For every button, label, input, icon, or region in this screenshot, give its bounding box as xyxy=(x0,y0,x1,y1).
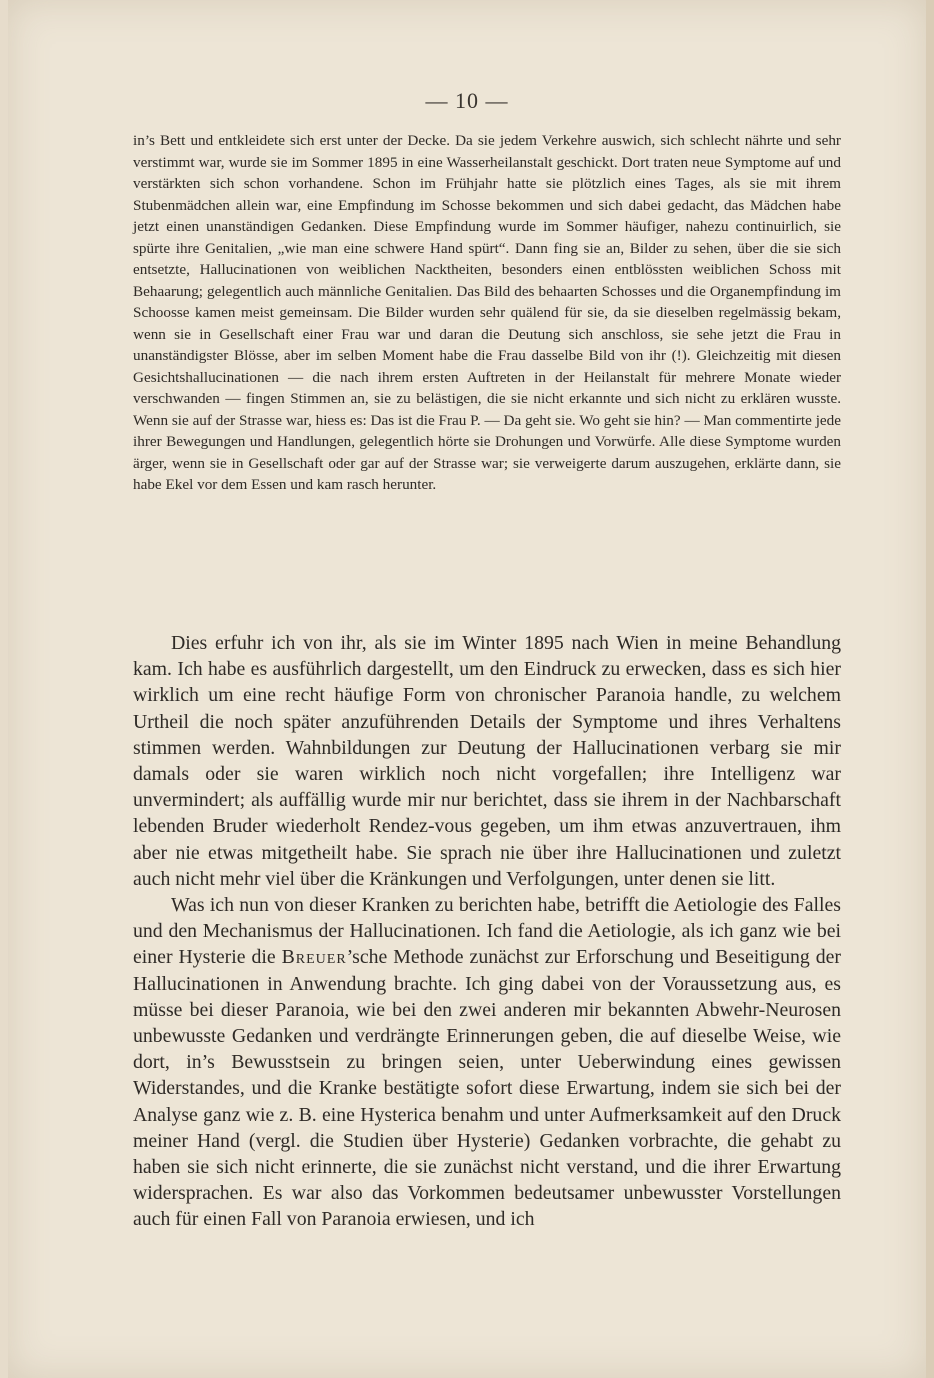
paragraph-1: Dies erfuhr ich von ihr, als sie im Winter 1895 nach Wien in meine Behandlung kam. Ich habe es ausführlich dargestellt, um den Eindruck zu erwecken, dass es sich hier wirklich um eine recht häufige Form von chronischer Paranoia handle, zu welchem Urtheil die noch später anzuführenden Details der Symptome und ihres Verhaltens stimmen werden. Wahnbildungen zur Deutung der Hallucinationen verbarg sie mir damals oder sie waren wirklich noch nicht vorgefallen; ihre Intelligenz war unvermindert; als auffällig wurde mir nur berichtet, dass sie ihrem in der Nachbarschaft lebenden Bruder wiederholt Rendez-vous gegeben, um ihm etwas anzuvertrauen, ihm aber nie etwas mitgetheilt habe. Sie sprach nie über ihre Hallucinationen und zuletzt auch nicht mehr viel über die Kränkungen und Verfolgungen, unter denen sie litt. xyxy=(133,632,841,890)
page-edge xyxy=(926,0,934,1378)
main-text-section xyxy=(133,630,841,1233)
paragraph-2-start: Was ich nun von dieser Kranken zu berichten habe, betrifft die Aetiologie des Falles und den Mechanismus der Hallucinationen. Ich fand die Aetiologie, als ich ganz wie bei einer Hysterie die xyxy=(133,894,841,969)
small-print-section xyxy=(133,130,841,496)
paragraph-2 xyxy=(133,892,841,1233)
paragraph-2-rest: ’sche Methode zunächst zur Erforschung und Beseitigung der Hallucinationen in Anwendung brachte. Ich ging dabei von der Voraussetzung aus, es müsse bei dieser Paranoia, wie bei den zwei anderen mir bekannten Abwehr-Neurosen unbewusste Gedanken und verdrängte Erinnerungen geben, die auf dieselbe Weise, wie dort, in’s Bewusstsein zu bringen seien, unter Ueberwindung eines gewissen Widerstandes, und die Kranke bestätigte sofort diese Erwartung, indem sie sich bei der Analyse ganz wie z. B. eine Hysterica benahm und unter Aufmerksamkeit auf den Druck meiner Hand (vergl. die Studien über Hysterie) Gedanken vorbrachte, die gehabt zu haben sie sich nicht erinnerte, die sie zunächst nicht verstand, und die ihrer Erwartung widersprachen. Es war also das Vorkommen bedeutsamer unbewusster Vorstellungen auch für einen Fall von Paranoia erwiesen, und ich xyxy=(133,946,841,1231)
page-number: — 10 — xyxy=(425,88,509,113)
small-print-paragraph: in’s Bett und entkleidete sich erst unter der Decke. Da sie jedem Verkehre auswich, sich schlecht nährte und sehr verstimmt war, wurde sie im Sommer 1895 in eine Wasserheilanstalt geschickt. Dort traten neue Symptome auf und verstärkten sich schon vorhandene. Schon im Frühjahr hatte sie plötzlich eines Tages, als sie mit ihrem Stubenmädchen allein war, eine Empfindung im Schosse bekommen und sich dabei gedacht, das Mädchen habe jetzt einen unanständigen Gedanken. Diese Empfindung wurde im Sommer häufiger, nahezu continuirlich, sie spürte ihre Genitalien, „wie man eine schwere Hand spürt“. Dann fing sie an, Bilder zu sehen, über die sie sich entsetzte, Hallucinationen von weiblichen Nacktheiten, besonders einen entblössten weiblichen Schoss mit Behaarung; gelegentlich auch männliche Genitalien. Das Bild des behaarten Schosses und die Organempfindung im Schoosse kamen meist gemeinsam. Die Bilder wurden sehr quälend für sie, da sie dieselben regelmässig bekam, wenn sie in Gesellschaft einer Frau war und daran die Deutung sich anschloss, sie sehe jetzt die Frau in unanständigster Blösse, aber im selben Moment habe die Frau dasselbe Bild von ihr (!). Gleichzeitig mit diesen Gesichtshallucinationen — die nach ihrem ersten Auftreten in der Heilanstalt für mehrere Monate wieder verschwanden — fingen Stimmen an, sie zu belästigen, die sie nicht erkannte und sich nicht zu erklären wusste. Wenn sie auf der Strasse war, hiess es: Das ist die Frau P. — Da geht sie. Wo geht sie hin? — Man commentirte jede ihrer Bewegungen und Handlungen, gelegentlich hörte sie Drohungen und Vorwürfe. Alle diese Symptome wurden ärger, wenn sie in Gesellschaft oder gar auf der Strasse war; sie verweigerte darum auszugehen, erklärte dann, sie habe Ekel vor dem Essen und kam rasch herunter. xyxy=(133,132,841,493)
author-name-breuer: Breuer xyxy=(281,946,347,969)
